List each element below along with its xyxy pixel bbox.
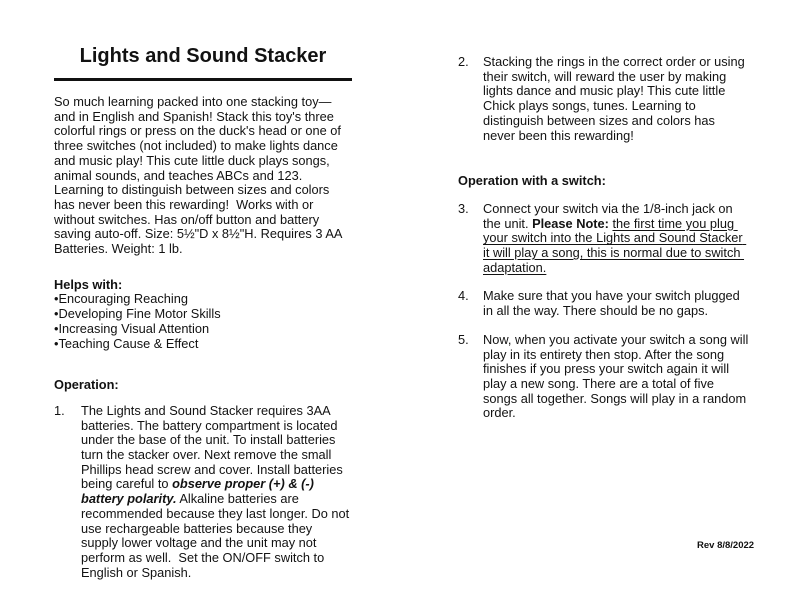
operation-step-4 (458, 289, 750, 318)
helps-bullet-item: •Increasing Visual Attention (54, 320, 210, 336)
operation-step-5 (458, 333, 750, 421)
step-text-segment: Connect your switch via the 1/8-inch jack on the unit. (483, 200, 737, 231)
step-number: 3. (458, 200, 469, 216)
step-text-bold-italic-segment: observe proper (+) & (-) battery polarity. (81, 476, 318, 507)
step-text-underlined-segment: the first time you plug your switch into the Lights and Sound Stacker it will play a song, this is normal due to switch adaptation. (483, 215, 747, 275)
step-number: 2. (458, 54, 469, 69)
step-text (81, 404, 352, 580)
step-text: Stacking the rings in the correct order or using their switch, will reward the user by making lights dance and music play! This cute little Chick plays songs, tunes. Learning to distinguish between sizes and colors has never been this rewarding! (483, 54, 749, 143)
helps-bullet-item: •Teaching Cause & Effect (54, 335, 199, 351)
helps-bullet-item: •Developing Fine Motor Skills (54, 306, 221, 322)
operation-step-1 (54, 404, 352, 580)
title-divider (54, 78, 352, 81)
step-text: Make sure that you have your switch plugged in all the way. There should be no gaps. (483, 288, 744, 319)
step-text-segment: The Lights and Sound Stacker requires 3AA batteries. The battery compartment is located under the base of the unit. To install batteries turn the stacker over. Next remove the small Phillips head screw and cover. Install batteries being careful to (81, 402, 347, 492)
step-number: 4. (458, 288, 469, 304)
helps-bullet-item: •Encouraging Reaching (54, 291, 188, 307)
step-number: 1. (54, 402, 65, 418)
revision-date: Rev 8/8/2022 (697, 540, 755, 551)
operation-with-switch-heading: Operation with a switch: (458, 173, 606, 189)
step-number: 5. (458, 331, 469, 347)
left-column (54, 40, 352, 580)
document-title: Lights and Sound Stacker (79, 45, 327, 67)
operation-step-2 (458, 55, 750, 143)
step-text (483, 202, 750, 276)
helps-bullet-list (54, 292, 352, 351)
intro-paragraph: So much learning packed into one stacking toy—and in English and Spanish! Stack this toy's three colorful rings or press on the duck's head or one of three switches (not included) to make lights dance and music play! This cute little duck plays songs, animal sounds, and teaches ABCs and 123. Learning to distinguish between sizes and colors has never been this rewarding! Works with or without switches. Has on/off button and battery saving auto-off. Size: 5½"D x 8½"H. Requires 3 AA Batteries. Weight: 1 lb. (54, 94, 346, 257)
helps-with-heading: Helps with: (54, 276, 123, 292)
step-text-bold-segment: Please Note: (532, 215, 613, 231)
step-text-segment: Alkaline batteries are recommended because they last longer. Do not use rechargeable batteries because they supply lower voltage and the unit may not perform as well. Set the ON/OFF switch to English or Spanish. (81, 491, 353, 580)
right-column (458, 48, 750, 421)
operation-heading: Operation: (54, 377, 119, 393)
operation-step-3 (458, 202, 750, 276)
step-text: Now, when you activate your switch a song will play in its entirety then stop. After the song finishes if you press your switch again it will play a new song. There are a total of five songs all together. Songs will play in a random order. (483, 331, 752, 421)
